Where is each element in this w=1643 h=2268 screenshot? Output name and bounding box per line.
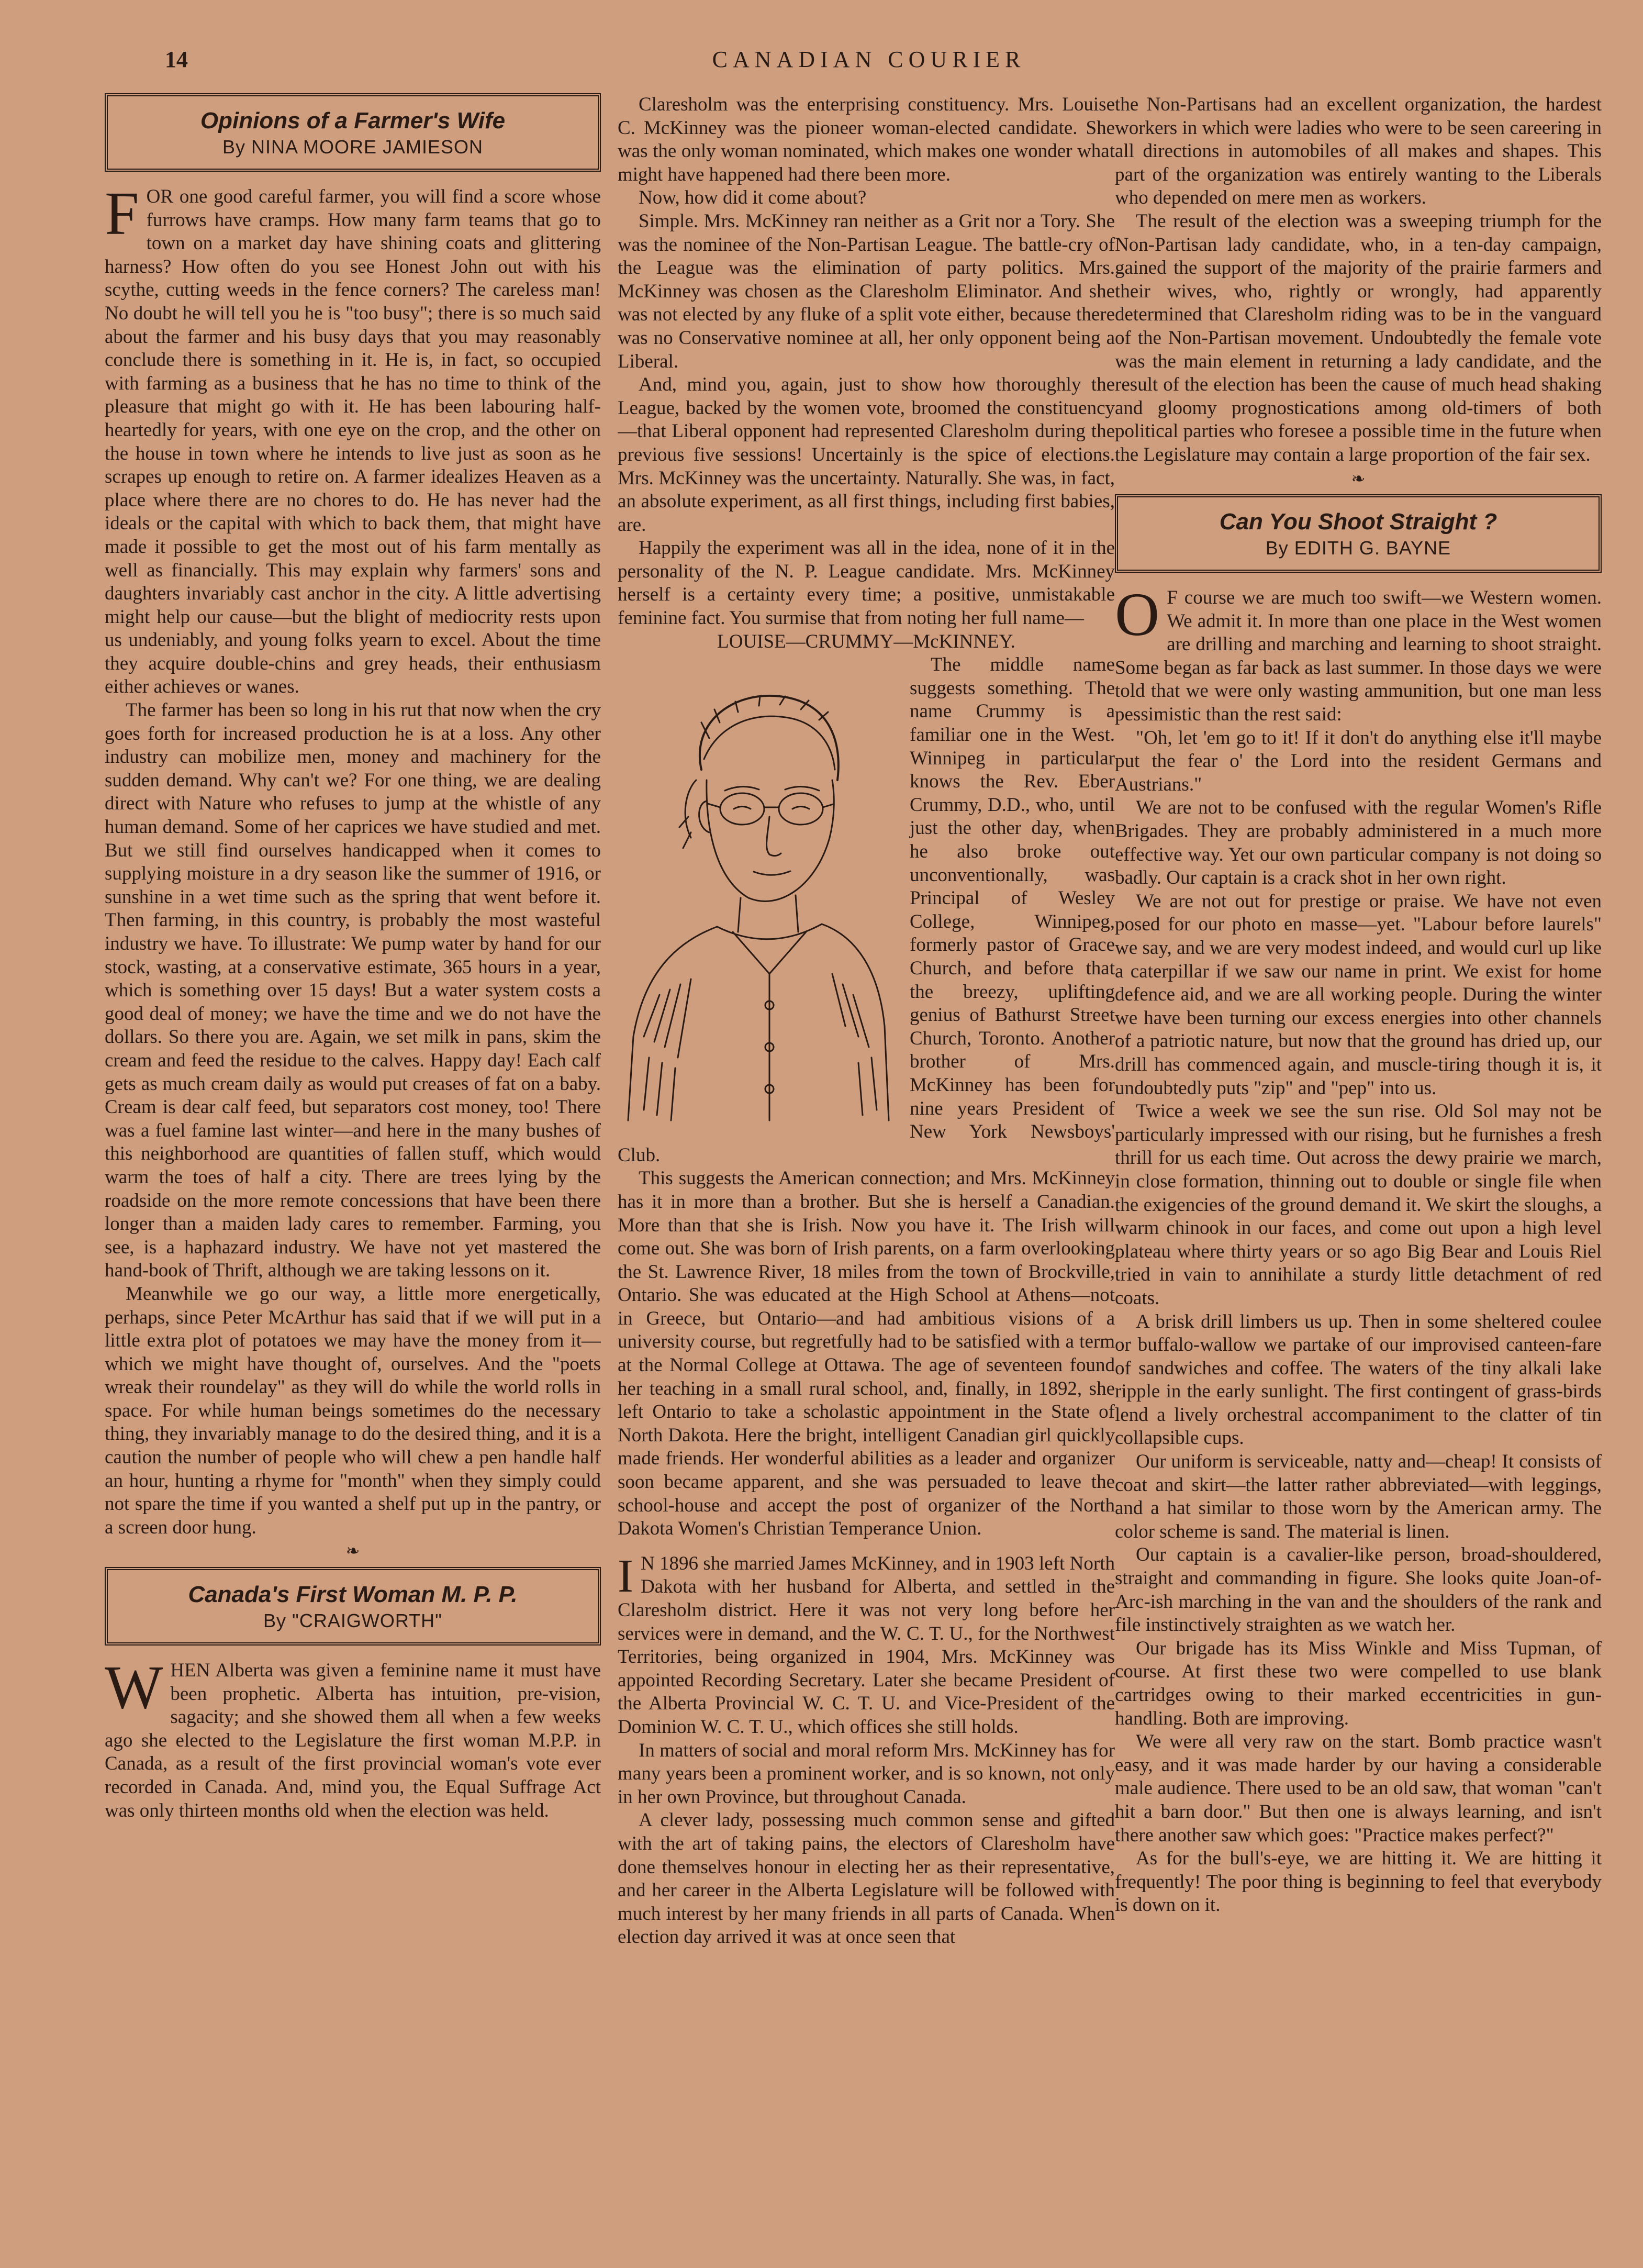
paragraph: We were all very raw on the start. Bomb practice wasn't easy, and it was made harder by our having a considerable male audience. There used to be an old saw, that woman "can't hit a barn door." But then one is always learning, and isn't there another saw which goes: "Practice makes perfect?" [1115, 1731, 1602, 1846]
paragraph: The farmer has been so long in his rut that now when the cry goes forth for increased production he is at a loss. Any other industry can mobilize men, money and machinery for the sudden demand. Why can't we? For one thing, we are dealing direct with Nature who refuses to jump at the whistle of any human demand. Some of her caprices we have studied and met. But we still find ourselves handicapped when it comes to supplying moisture in a dry season like the summer of 1916, or sunshine in a wet time such as the spring that went before it. Then farming, in this country, is probably the most wasteful industry we have. To illustrate: We pump water by hand for our stock, wasting, at a conservative estimate, 365 hours in a year, which is something over 15 days! But a water system costs a good deal of money; we have the time and we do not have the dollars. So there you are. Again, we set milk in pans, skim the cream and feed the residue to the calves. Happy day! Each calf gets as much cream daily as would put creases of fat on a baby. Cream is dear calf feed, but separators cost money, too! There was a fuel famine last winter—and here in the many bushes of this neighborhood are quantities of fallen stuff, which would warm the toes of half a city. There are trees lying by the roadside on the more remote concessions that have been there longer than a maiden lady cares to remember. Farming, you see, is a haphazard industry. We have not yet mastered the hand-book of Thrift, although we are taking lessons on it. [105, 699, 601, 1282]
paragraph: Our captain is a cavalier-like person, broad-shouldered, straight and commanding in figure. She looks quite Joan-of-Arc-ish marching in the van and the shoulders of the rank and file instinctively straighten as we watch her. [1115, 1544, 1602, 1636]
masthead: CANADIAN COURIER [712, 47, 1026, 72]
paragraph: Claresholm was the enterprising constituency. Mrs. Louise C. McKinney was the pioneer woman-elected candidate. She was the only woman nominated, which makes one wonder what might have happened had there been more. [618, 94, 1115, 185]
paragraph: I N 1896 she married James McKinney, and in 1903 left North Dakota with her husband for Alberta, and settled in the Claresholm district. Here it was not very long before her services were in demand, and the W. C. T. U., for the Northwest Territories, being organized in 1904, Mrs. McKinney was appointed Recording Secretary. Later she became President of the Alberta Provincial W. C. T. U. and Vice-President of the Dominion W. C. T. U., which offices she still holds. [618, 1550, 1115, 1738]
drop-cap: F [105, 179, 139, 248]
paragraph: As for the bull's-eye, we are hitting it. We are hitting it frequently! The poor thing is beginning to feel that everybody is down on it. [1115, 1848, 1602, 1916]
article-title: Can You Shoot Straight ? [1219, 509, 1497, 535]
paragraph: Twice a week we see the sun rise. Old Sol may not be particularly impressed with our rising, but he furnishes a fresh thrill for us each time. Out across the dewy prairie we march, in close formation, thinning out to double or single file when the exigencies of the ground demand it. We skirt the sloughs, a warm chinook in our faces, and come out upon a high level plateau where thirty years or so ago Big Bear and Louis Riel tried in vain to annihilate a sturdy little detachment of red coats. [1115, 1100, 1602, 1309]
paragraph: A clever lady, possessing much common sense and gifted with the art of taking pains, the electors of Claresholm have done themselves honour in electing her as their representative, and her career in the Alberta Legislature will be followed with much interest by her many friends in all parts of Canada. When election day arrived it was at once seen that [618, 1809, 1115, 1948]
paragraph: WHEN Alberta was given a feminine name it must have been prophetic. Alberta has intuition, pre-vision, sagacity; and she showed them all when a few weeks ago she elected to the Legislature the first woman M.P.P. in Canada, as a result of the first provincial woman's vote ever recorded in Canada. And, mind you, the Equal Suffrage Act was only thirteen months old when the election was held. [105, 1653, 601, 1821]
paragraph: Happily the experiment was all in the idea, none of it in the personality of the N. P. League candidate. Mrs. McKinney herself is a certainty every time; a positive, unmistakable feminine fact. You surmise that from noting her full name— [618, 537, 1115, 629]
drop-cap: W [105, 1653, 163, 1722]
drop-cap: I [618, 1550, 633, 1602]
column-3 [1115, 93, 1602, 2231]
article-byline: By NINA MOORE JAMIESON [222, 136, 484, 158]
paragraph: And, mind you, again, just to show how thoroughly the League, backed by the women vote, broomed the constituency—that Liberal opponent had represented Claresholm during the previous five sessions! Uncertainly is the spice of elections. Mrs. McKinney was the uncertainty. Naturally. She was, in fact, an absolute experiment, as all first things, including first babies, are. [618, 374, 1115, 536]
section-ornament: ❧ [1351, 469, 1366, 488]
paragraph: The result of the election was a sweeping triumph for the Non-Partisan lady candidate, who, in a ten-day campaign, gained the support of the majority of the prairie farmers and their wives, who, rightly or wrongly, had apparently determined that Claresholm riding was to be in the vanguard of the Non-Partisan movement. Undoubtedly the female vote was the main element in returning a lady candidate, and the result of the election has been the cause of much head shaking and gloomy prognostications among old-timers of both political parties who foresee a possible time in the future when the Legislature may contain a large proportion of the fair sex. [1115, 210, 1602, 465]
paragraph: We are not to be confused with the regular Women's Rifle Brigades. They are probably administered in a much more effective way. Yet our own particular company is not doing so badly. Our captain is a crack shot in her own right. [1115, 797, 1602, 889]
portrait-illustration [618, 660, 899, 1127]
paragraph: A brisk drill limbers us up. Then in some sheltered coulee or buffalo-wallow we partake of our improvised canteen-fare of sandwiches and coffee. The waters of the tiny alkali lake ripple in the early sunlight. The first contingent of grass-birds lend a lively orchestral accompaniment to the clatter of tin collapsible cups. [1115, 1310, 1602, 1449]
paragraph: FOR one good careful farmer, you will find a score whose furrows have cramps. How many farm teams that go to town on a market day have shining coats and glittering harness? How often do you see Honest John out with his scythe, cutting weeds in the fence corners? The careless man! No doubt he will tell you he is "too busy"; there is so much said about the farmer and his busy days that you may reasonably conclude there is something in it. He is, in fact, so occupied with farming as a business that he has no time to think of the pleasure that might go with it. He has been labouring half-heartedly for years, with one eye on the crop, and the other on the house in town where he intends to live just as soon as he scrapes up enough to retire on. A farmer idealizes Heaven as a place where there are no chores to do. He has never had the ideals or the capital with which to back them, that might have made it possible to get the most out of his farm mentally as well as financially. This may explain why farmers' sons and daughters invariably cast anchor in the city. A little advertising might help our cause—but the blight of mediocrity rests upon us undeniably, and young folks yearn to excel. About the time they acquire double-chins and grey heads, their enthusiasm either achieves or wanes. [105, 179, 601, 698]
paragraph: "Oh, let 'em go to it! If it don't do anything else it'll maybe put the fear o' the Lord into the resident Germans and Austrians." [1115, 727, 1602, 795]
drop-cap: O [1115, 580, 1160, 649]
paragraph: Meanwhile we go our way, a little more energetically, perhaps, since Peter McArthur has said that if we will put in a little extra plot of potatoes we may have the money from it—which we might have thought of, ourselves. And the "poets wreak their roundelay" as they will do while the world rolls in space. For while human beings sometimes do the necessary thing, they invariably manage to do the desired thing, and it is a caution the number of people who will chew a pen handle half an hour, hunting a rhyme for "month" when they simply could not spare the time if you wanted a shelf put up in the pantry, or a screen door hung. [105, 1283, 601, 1538]
paragraph: In matters of social and moral reform Mrs. McKinney has for many years been a prominent worker, and is so known, not only in her own Province, but throughout Canada. [618, 1739, 1115, 1808]
column-1 [105, 89, 601, 2231]
page-number: 14 [165, 47, 188, 72]
paragraph: We are not out for prestige or praise. We have not even posed for our photo en masse—yet. "Labour before laurels" we say, and we are very modest indeed, and would curl up like a caterpillar if we saw our name in print. We exist for home defence aid, and we are all working people. During the winter we have been turning our excess energies into other channels of a patriotic nature, but now that the ground has dried up, our drill has commenced again, and muscle-tiring though it is, it undoubtedly puts "zip" and "pep" into us. [1115, 890, 1602, 1099]
column-2 [618, 93, 1115, 2231]
paragraph: This suggests the American connection; and Mrs. McKinney has it in more than a brother. But she is herself a Canadian. More than that she is Irish. Now you have it. The Irish will come out. She was born of Irish parents, on a farm overlooking the St. Lawrence River, 18 miles from the town of Brockville, Ontario. She was educated at the High School at Athens—not in Greece, but Ontario—and had ambitious visions of a university course, but regretfully had to be satisfied with a term at the Normal College at Ottawa. The age of seventeen found her teaching in a small rural school, and, finally, in 1892, she left Ontario to take a scholastic appointment in the State of North Dakota. Here the bright, intelligent Canadian girl quickly made friends. Her wonderful abilities as a leader and organizer soon became apparent, and she was persuaded to leave the school-house and accept the post of organizer of the North Dakota Women's Christian Temperance Union. [618, 1168, 1115, 1540]
paragraph: Now, how did it come about? [639, 187, 867, 209]
article-heading-shoot-straight [1115, 494, 1602, 573]
article-heading-first-woman-mpp [105, 1567, 601, 1646]
paragraph: Our uniform is serviceable, natty and—cheap! It consists of coat and skirt—the latter rather abbreviated—with leggings, and a hat similar to those worn by the American army. The color scheme is sand. The material is linen. [1115, 1451, 1602, 1542]
article-title: Canada's First Woman M. P. P. [188, 1582, 518, 1608]
paragraph: Simple. Mrs. McKinney ran neither as a Grit nor a Tory. She was the nominee of the Non-Partisan League. The battle-cry of the League was the elimination of party politics. Mrs. McKinney was chosen as the Claresholm Eliminator. And she was not elected by any fluke of a split vote either, because there was no Conservative nominee at all, her only opponent being a Liberal. [618, 210, 1115, 372]
paragraph: the Non-Partisans had an excellent organization, the hardest workers in which were ladies who were to be seen careering in all directions in automobiles of all makes and shapes. This part of the organization was entirely wanting to the Liberals who depended on mere men as workers. [1115, 94, 1602, 209]
article-heading-farmers-wife [105, 93, 601, 172]
article-title: Opinions of a Farmer's Wife [200, 108, 506, 134]
article-byline: By EDITH G. BAYNE [1265, 537, 1451, 559]
paragraph: The middle name suggests something. The name Crummy is a familiar one in the West. Winnipeg in particular knows the Rev. Eber Crummy, D.D., who, until just the other day, when he also broke out unconventionally, was Principal of Wesley College, Winnipeg, formerly pastor of Grace Church, and before that the breezy, uplifting genius of Bathurst Street Church, Toronto. Another brother of Mrs. McKinney has been for nine years President of New York Newsboys' Club. [618, 653, 1115, 1167]
paragraph: Our brigade has its Miss Winkle and Miss Tupman, of course. At first these two were compelled to use blank cartridges owing to their marked eccentricities in gun-handling. Both are improving. [1115, 1637, 1602, 1729]
section-ornament: ❧ [345, 1541, 360, 1561]
full-name-line: LOUISE—CRUMMY—McKINNEY. [717, 630, 1015, 652]
paragraph: O F course we are much too swift—we Western women. We admit it. In more than one place in the West women are drilling and marching and learning to shoot straight. Some began as far back as last summer. In those days we were told that we were only wasting ammunition, but one man less pessimistic than the rest said: [1115, 580, 1602, 726]
article-byline: By "CRAIGWORTH" [263, 1610, 442, 1632]
